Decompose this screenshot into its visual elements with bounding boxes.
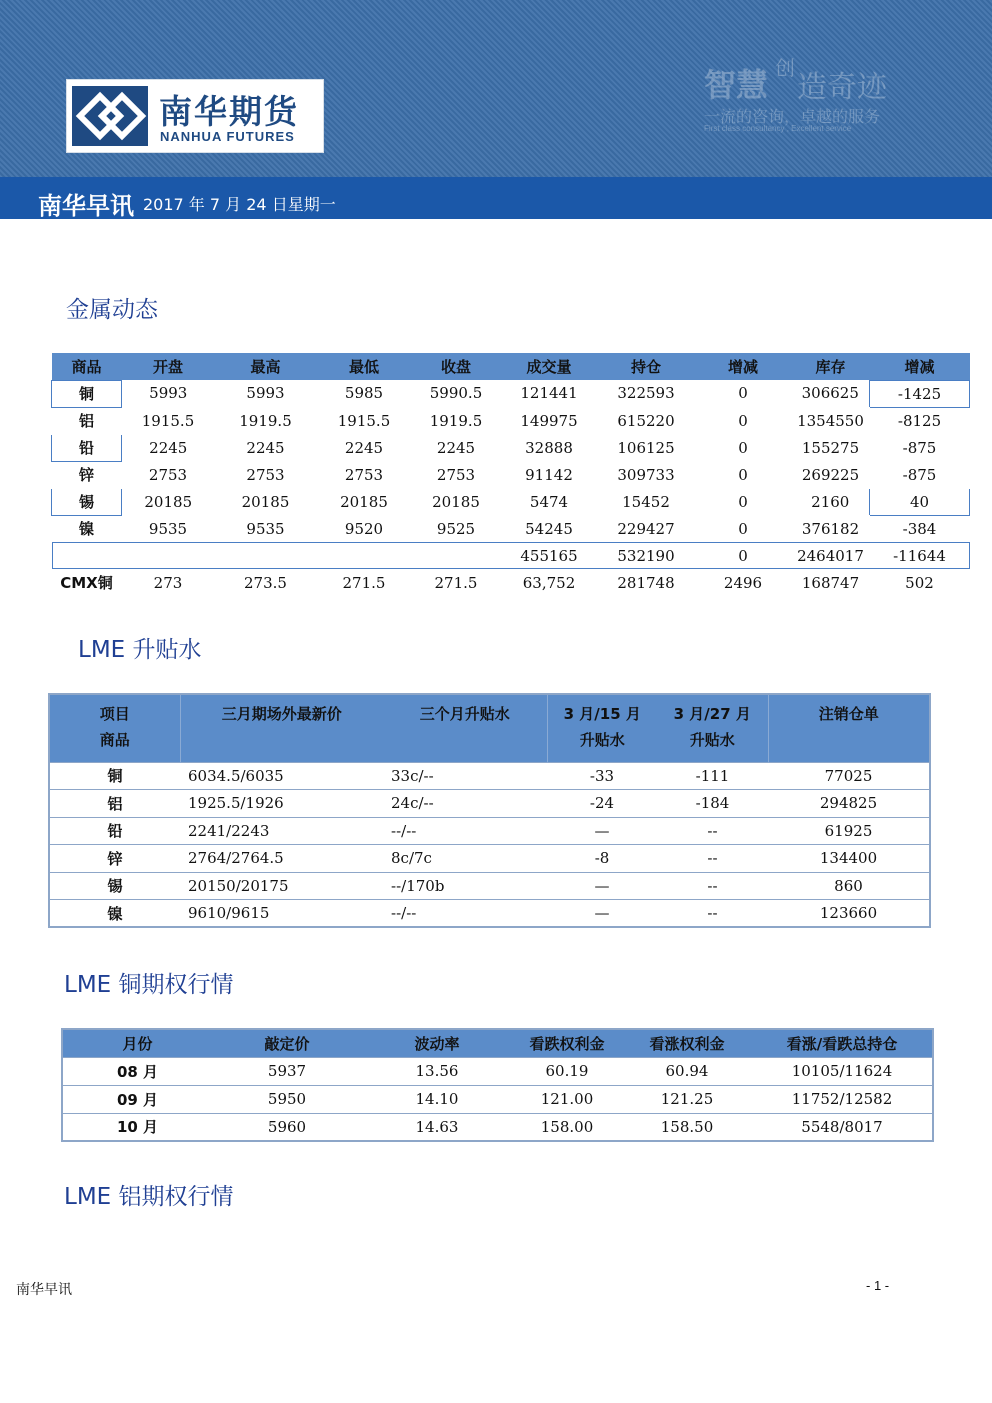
table-cell: 54245: [501, 515, 598, 542]
table-cell: 铜: [52, 380, 122, 407]
table-cell: 5985: [317, 380, 412, 407]
table-cell: 2464017: [792, 542, 870, 569]
header-3m15m-line: 3 月/15 月: [563, 705, 641, 723]
table-cell: 134400: [768, 845, 930, 873]
table-cell: 5960: [212, 1113, 362, 1141]
table-cell: 5474: [501, 488, 598, 515]
header-commodity-line: 商品: [99, 731, 130, 749]
table-cell: -8125: [870, 407, 970, 434]
table-cell: -111: [657, 762, 768, 790]
report-date: 2017 年 7 月 24 日星期一: [143, 195, 336, 214]
table-cell: 2241/2243: [180, 817, 383, 845]
table-cell: 2496: [695, 569, 792, 596]
table-cell: --: [657, 900, 768, 928]
metals-table-header: [52, 353, 970, 380]
table-cell: --: [657, 817, 768, 845]
table-row-total: [52, 542, 970, 569]
table-cell: 2245: [317, 434, 412, 461]
table-row: [49, 790, 930, 818]
table-cell: 376182: [792, 515, 870, 542]
table-cell: 306625: [792, 380, 870, 407]
table-cell: 5950: [212, 1085, 362, 1113]
table-cell: 2245: [122, 434, 215, 461]
table-cell: [215, 542, 317, 569]
table-cell: 8c/7c: [383, 845, 547, 873]
table-cell: 281748: [598, 569, 695, 596]
table-cell: 2245: [412, 434, 501, 461]
table-cell: -184: [657, 790, 768, 818]
table-cell: 9535: [215, 515, 317, 542]
metals-table: [51, 353, 970, 597]
table-cell: 155275: [792, 434, 870, 461]
table-cell: 5993: [122, 380, 215, 407]
section-title-aluminum-options: LME 铝期权行情: [64, 1184, 234, 1210]
table-cell: 镍: [49, 900, 180, 928]
table-cell: 锡: [52, 488, 122, 515]
table-cell: 168747: [792, 569, 870, 596]
table-cell: 锌: [49, 845, 180, 873]
table-cell: 09 月: [62, 1085, 212, 1113]
table-cell: 9520: [317, 515, 412, 542]
table-cell: 20185: [412, 488, 501, 515]
table-cell: 60.19: [512, 1057, 622, 1085]
table-cell: 0: [695, 488, 792, 515]
table-row: [52, 461, 970, 488]
table-row: [52, 407, 970, 434]
table-cell: 08 月: [62, 1057, 212, 1085]
table-cell: 5548/8017: [752, 1113, 933, 1141]
table-cell: 309733: [598, 461, 695, 488]
table-cell: 9610/9615: [180, 900, 383, 928]
table-cell: 0: [695, 515, 792, 542]
table-cell: 13.56: [362, 1057, 512, 1085]
logo-chinese-name: 南华期货: [159, 92, 299, 131]
table-cell: 1919.5: [412, 407, 501, 434]
table-cell: 1354550: [792, 407, 870, 434]
col-close: 收盘: [440, 358, 471, 376]
page-number: - 1 -: [866, 1278, 890, 1293]
col-inventory-change: 增减: [904, 357, 935, 376]
table-cell: 0: [695, 434, 792, 461]
logo-english-name: NANHUA FUTURES: [160, 129, 295, 144]
table-row: [52, 515, 970, 542]
table-cell: 5993: [215, 380, 317, 407]
col-item: [49, 694, 180, 762]
table-cell: 20185: [215, 488, 317, 515]
header-3m27m-line: 3 月/27 月: [673, 705, 751, 723]
table-cell: 149975: [501, 407, 598, 434]
table-cell: —: [547, 872, 657, 900]
table-row: [62, 1085, 933, 1113]
col-cancelled-warrants: 注销仓单: [818, 705, 879, 723]
table-cell: 1919.5: [215, 407, 317, 434]
table-row: [49, 845, 930, 873]
table-cell: 6034.5/6035: [180, 762, 383, 790]
table-cell: 锌: [52, 461, 122, 488]
table-cell: 61925: [768, 817, 930, 845]
table-cell: -11644: [870, 542, 970, 569]
table-cell: --: [657, 872, 768, 900]
table-cell: 9535: [122, 515, 215, 542]
table-cell: [52, 542, 122, 569]
brand-title: 南华早讯: [38, 192, 134, 220]
table-cell: 10105/11624: [752, 1057, 933, 1085]
footer-brand: 南华早讯: [16, 1282, 72, 1298]
table-cell: 106125: [598, 434, 695, 461]
table-cell: 273: [122, 569, 215, 596]
table-cell: 455165: [501, 542, 598, 569]
table-cell: 2753: [122, 461, 215, 488]
col-call-premium: 看涨权利金: [649, 1034, 725, 1053]
table-row: [52, 488, 970, 515]
table-cell: [412, 542, 501, 569]
table-cell: --/--: [383, 817, 547, 845]
table-cell: 24c/--: [383, 790, 547, 818]
table-cell: 5990.5: [412, 380, 501, 407]
table-cell: -875: [870, 434, 970, 461]
slogan-wisdom: 智慧: [704, 66, 769, 104]
table-cell: 2160: [792, 488, 870, 515]
table-cell: 2245: [215, 434, 317, 461]
table-cell: 0: [695, 407, 792, 434]
col-volatility: 波动率: [414, 1034, 460, 1053]
table-cell: 2753: [215, 461, 317, 488]
table-cell: --: [657, 845, 768, 873]
table-cell: 0: [695, 380, 792, 407]
table-cell: 121.00: [512, 1085, 622, 1113]
col-volume: 成交量: [526, 358, 572, 376]
table-cell: -875: [870, 461, 970, 488]
header-item-line: 项目: [99, 705, 130, 723]
table-row: [49, 762, 930, 790]
table-cell: 615220: [598, 407, 695, 434]
table-cell: 2753: [412, 461, 501, 488]
lme-premium-table: [48, 693, 931, 928]
table-cell: 40: [870, 488, 970, 515]
table-cell: 20150/20175: [180, 872, 383, 900]
col-month: 月份: [122, 1034, 153, 1053]
table-cell: 14.63: [362, 1113, 512, 1141]
table-cell: —: [547, 900, 657, 928]
table-cell: 1925.5/1926: [180, 790, 383, 818]
table-cell: 15452: [598, 488, 695, 515]
table-row: [52, 434, 970, 461]
table-cell: -33: [547, 762, 657, 790]
table-cell: 158.00: [512, 1113, 622, 1141]
table-row: [52, 380, 970, 407]
table-cell: 2764/2764.5: [180, 845, 383, 873]
table-cell: -8: [547, 845, 657, 873]
table-row: [62, 1113, 933, 1141]
table-cell: 0: [695, 461, 792, 488]
slogan-service-cn: 一流的咨询，卓越的服务: [704, 107, 881, 126]
table-cell: 铝: [49, 790, 180, 818]
table-cell: 10 月: [62, 1113, 212, 1141]
col-call-put-oi: 看涨/看跌总持仓: [786, 1034, 898, 1053]
col-3m-27m: [657, 694, 768, 762]
table-row: [49, 872, 930, 900]
table-cell: 269225: [792, 461, 870, 488]
table-cell: 镍: [52, 515, 122, 542]
table-cell: 32888: [501, 434, 598, 461]
table-cell: 20185: [122, 488, 215, 515]
page-header: [0, 0, 992, 177]
table-cell: 158.50: [622, 1113, 752, 1141]
table-cell: 322593: [598, 380, 695, 407]
col-open: 开盘: [152, 358, 183, 376]
table-cell: 铅: [49, 817, 180, 845]
table-cell: 860: [768, 872, 930, 900]
lme-premium-header: [49, 694, 930, 762]
table-cell: 273.5: [215, 569, 317, 596]
section-title-metals: 金属动态: [66, 297, 158, 323]
table-cell: 铜: [49, 762, 180, 790]
table-cell: 121441: [501, 380, 598, 407]
table-cell: --/170b: [383, 872, 547, 900]
table-cell: 1915.5: [317, 407, 412, 434]
col-put-premium: 看跌权利金: [529, 1034, 605, 1053]
table-cell: 11752/12582: [752, 1085, 933, 1113]
table-cell: 14.10: [362, 1085, 512, 1113]
table-cell: 锡: [49, 872, 180, 900]
table-cell: 2753: [317, 461, 412, 488]
section-title-lme-premium: LME 升贴水: [78, 637, 202, 663]
table-cell: 铝: [52, 407, 122, 434]
table-cell: 271.5: [412, 569, 501, 596]
table-cell: 294825: [768, 790, 930, 818]
copper-options-table: [61, 1028, 934, 1142]
table-cell: CMX铜: [52, 569, 122, 596]
table-cell: 20185: [317, 488, 412, 515]
table-cell: -24: [547, 790, 657, 818]
copper-options-header: [62, 1029, 933, 1057]
logo-mark-icon: [72, 86, 148, 146]
table-cell: 123660: [768, 900, 930, 928]
col-low: 最低: [348, 358, 379, 376]
header-premium-line: 升贴水: [689, 731, 735, 749]
col-high: 最高: [250, 358, 281, 376]
slogan-create: 创: [775, 56, 795, 80]
table-cell: 502: [870, 569, 970, 596]
table-cell: 91142: [501, 461, 598, 488]
col-oi-change: 增减: [727, 358, 758, 376]
table-row: [49, 817, 930, 845]
table-cell: 9525: [412, 515, 501, 542]
col-inventory: 库存: [815, 358, 846, 376]
table-cell: 5937: [212, 1057, 362, 1085]
table-row: [52, 569, 970, 596]
table-row: [49, 900, 930, 928]
table-row: [62, 1057, 933, 1085]
col-strike: 敲定价: [264, 1034, 310, 1053]
company-logo: [66, 79, 324, 153]
slogan-miracle: 造奇迹: [797, 70, 887, 105]
col-open-interest: 持仓: [630, 358, 661, 376]
table-cell: 229427: [598, 515, 695, 542]
col-three-month-premium: 三个月升贴水: [383, 694, 547, 762]
slogan-service-en: First class consultancy , Excellent service: [704, 124, 852, 133]
col-latest-price: 三月期场外最新价: [221, 705, 342, 723]
table-cell: 33c/--: [383, 762, 547, 790]
header-premium-line: 升贴水: [579, 731, 625, 749]
col-commodity: 商品: [71, 357, 102, 376]
table-cell: 1915.5: [122, 407, 215, 434]
section-title-copper-options: LME 铜期权行情: [64, 972, 234, 998]
table-cell: 271.5: [317, 569, 412, 596]
col-3m-15m: [547, 694, 657, 762]
table-cell: 铅: [52, 434, 122, 461]
table-cell: -384: [870, 515, 970, 542]
table-cell: 532190: [598, 542, 695, 569]
table-cell: 77025: [768, 762, 930, 790]
table-cell: 121.25: [622, 1085, 752, 1113]
table-cell: --/--: [383, 900, 547, 928]
table-cell: [317, 542, 412, 569]
table-cell: 60.94: [622, 1057, 752, 1085]
table-cell: 63,752: [501, 569, 598, 596]
table-cell: —: [547, 817, 657, 845]
table-cell: [122, 542, 215, 569]
table-cell: -1425: [870, 380, 970, 407]
table-cell: 0: [695, 542, 792, 569]
